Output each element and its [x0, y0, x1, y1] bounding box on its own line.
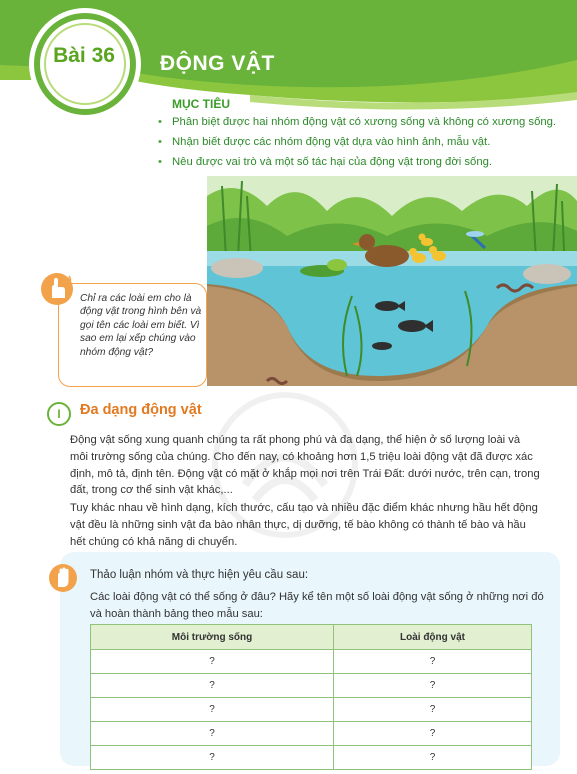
goal-item: • Nêu được vai trò và một số tác hại của động vật trong đời sống.	[158, 152, 568, 172]
table-row	[91, 674, 532, 698]
table-cell: ?	[333, 650, 531, 674]
section-title: Đa dạng động vật	[80, 402, 202, 418]
table-header-animal: Loài động vật	[333, 625, 531, 650]
table-cell: ?	[91, 722, 334, 746]
question-prompt-text: Chỉ ra các loài em cho là động vật trong hình bên và gọi tên các loài em biết. Vì sao em lại xếp chúng vào nhóm động vật?	[80, 293, 202, 358]
lesson-number-badge: Bài 36	[53, 44, 115, 67]
discussion-question: Các loài động vật có thể sống ở đâu? Hãy kể tên một số loài động vật sống ở những nơi đó và hoàn thành bảng theo mẫu sau:	[90, 591, 544, 620]
section-paragraph: Tuy khác nhau về hình dạng, kích thước, cấu tạo và nhiều đặc điểm khác nhưng hầu hết động vật đều là những sinh vật đa bào nhân thực, dị dưỡng, tế bào không có thành tế bào và hầu hết chúng có khả năng di chuyển.	[70, 502, 538, 548]
pond-ecosystem-illustration	[207, 176, 577, 386]
habitat-table	[90, 624, 532, 770]
section-number-badge: I	[47, 402, 71, 426]
table-row	[91, 746, 532, 770]
goals-heading: MỤC TIÊU	[172, 97, 230, 111]
table-cell: ?	[91, 674, 334, 698]
table-row	[91, 722, 532, 746]
goal-item: • Nhận biết được các nhóm động vật dựa vào hình ảnh, mẫu vật.	[158, 132, 568, 152]
discussion-heading: Thảo luận nhóm và thực hiện yêu cầu sau:	[90, 569, 309, 581]
table-cell: ?	[333, 722, 531, 746]
goal-item: • Phân biệt được hai nhóm động vật có xương sống và không có xương sống.	[158, 112, 568, 132]
table-row	[91, 650, 532, 674]
table-cell: ?	[333, 746, 531, 770]
table-cell: ?	[91, 650, 334, 674]
table-row	[91, 698, 532, 722]
goals-list	[158, 112, 568, 172]
raised-hand-icon	[48, 563, 78, 593]
pointing-hand-icon	[40, 272, 74, 306]
table-cell: ?	[91, 698, 334, 722]
section-paragraph: Động vật sống xung quanh chúng ta rất phong phú và đa dạng, thể hiện ở số lượng loài và môi trường sống của chúng. Cho đến nay, có khoảng hơn 1,5 triệu loài động vật đã được xác định, mô tả, định tên. Động vật có mặt ở khắp mọi nơi trên Trái Đất: dưới nước, trên cạn, trong đất, trong cơ thể sinh vật khác,...	[70, 434, 540, 497]
lesson-title: ĐỘNG VẬT	[160, 52, 275, 75]
table-cell: ?	[91, 746, 334, 770]
table-cell: ?	[333, 674, 531, 698]
table-header-habitat: Môi trường sống	[91, 625, 334, 650]
table-cell: ?	[333, 698, 531, 722]
